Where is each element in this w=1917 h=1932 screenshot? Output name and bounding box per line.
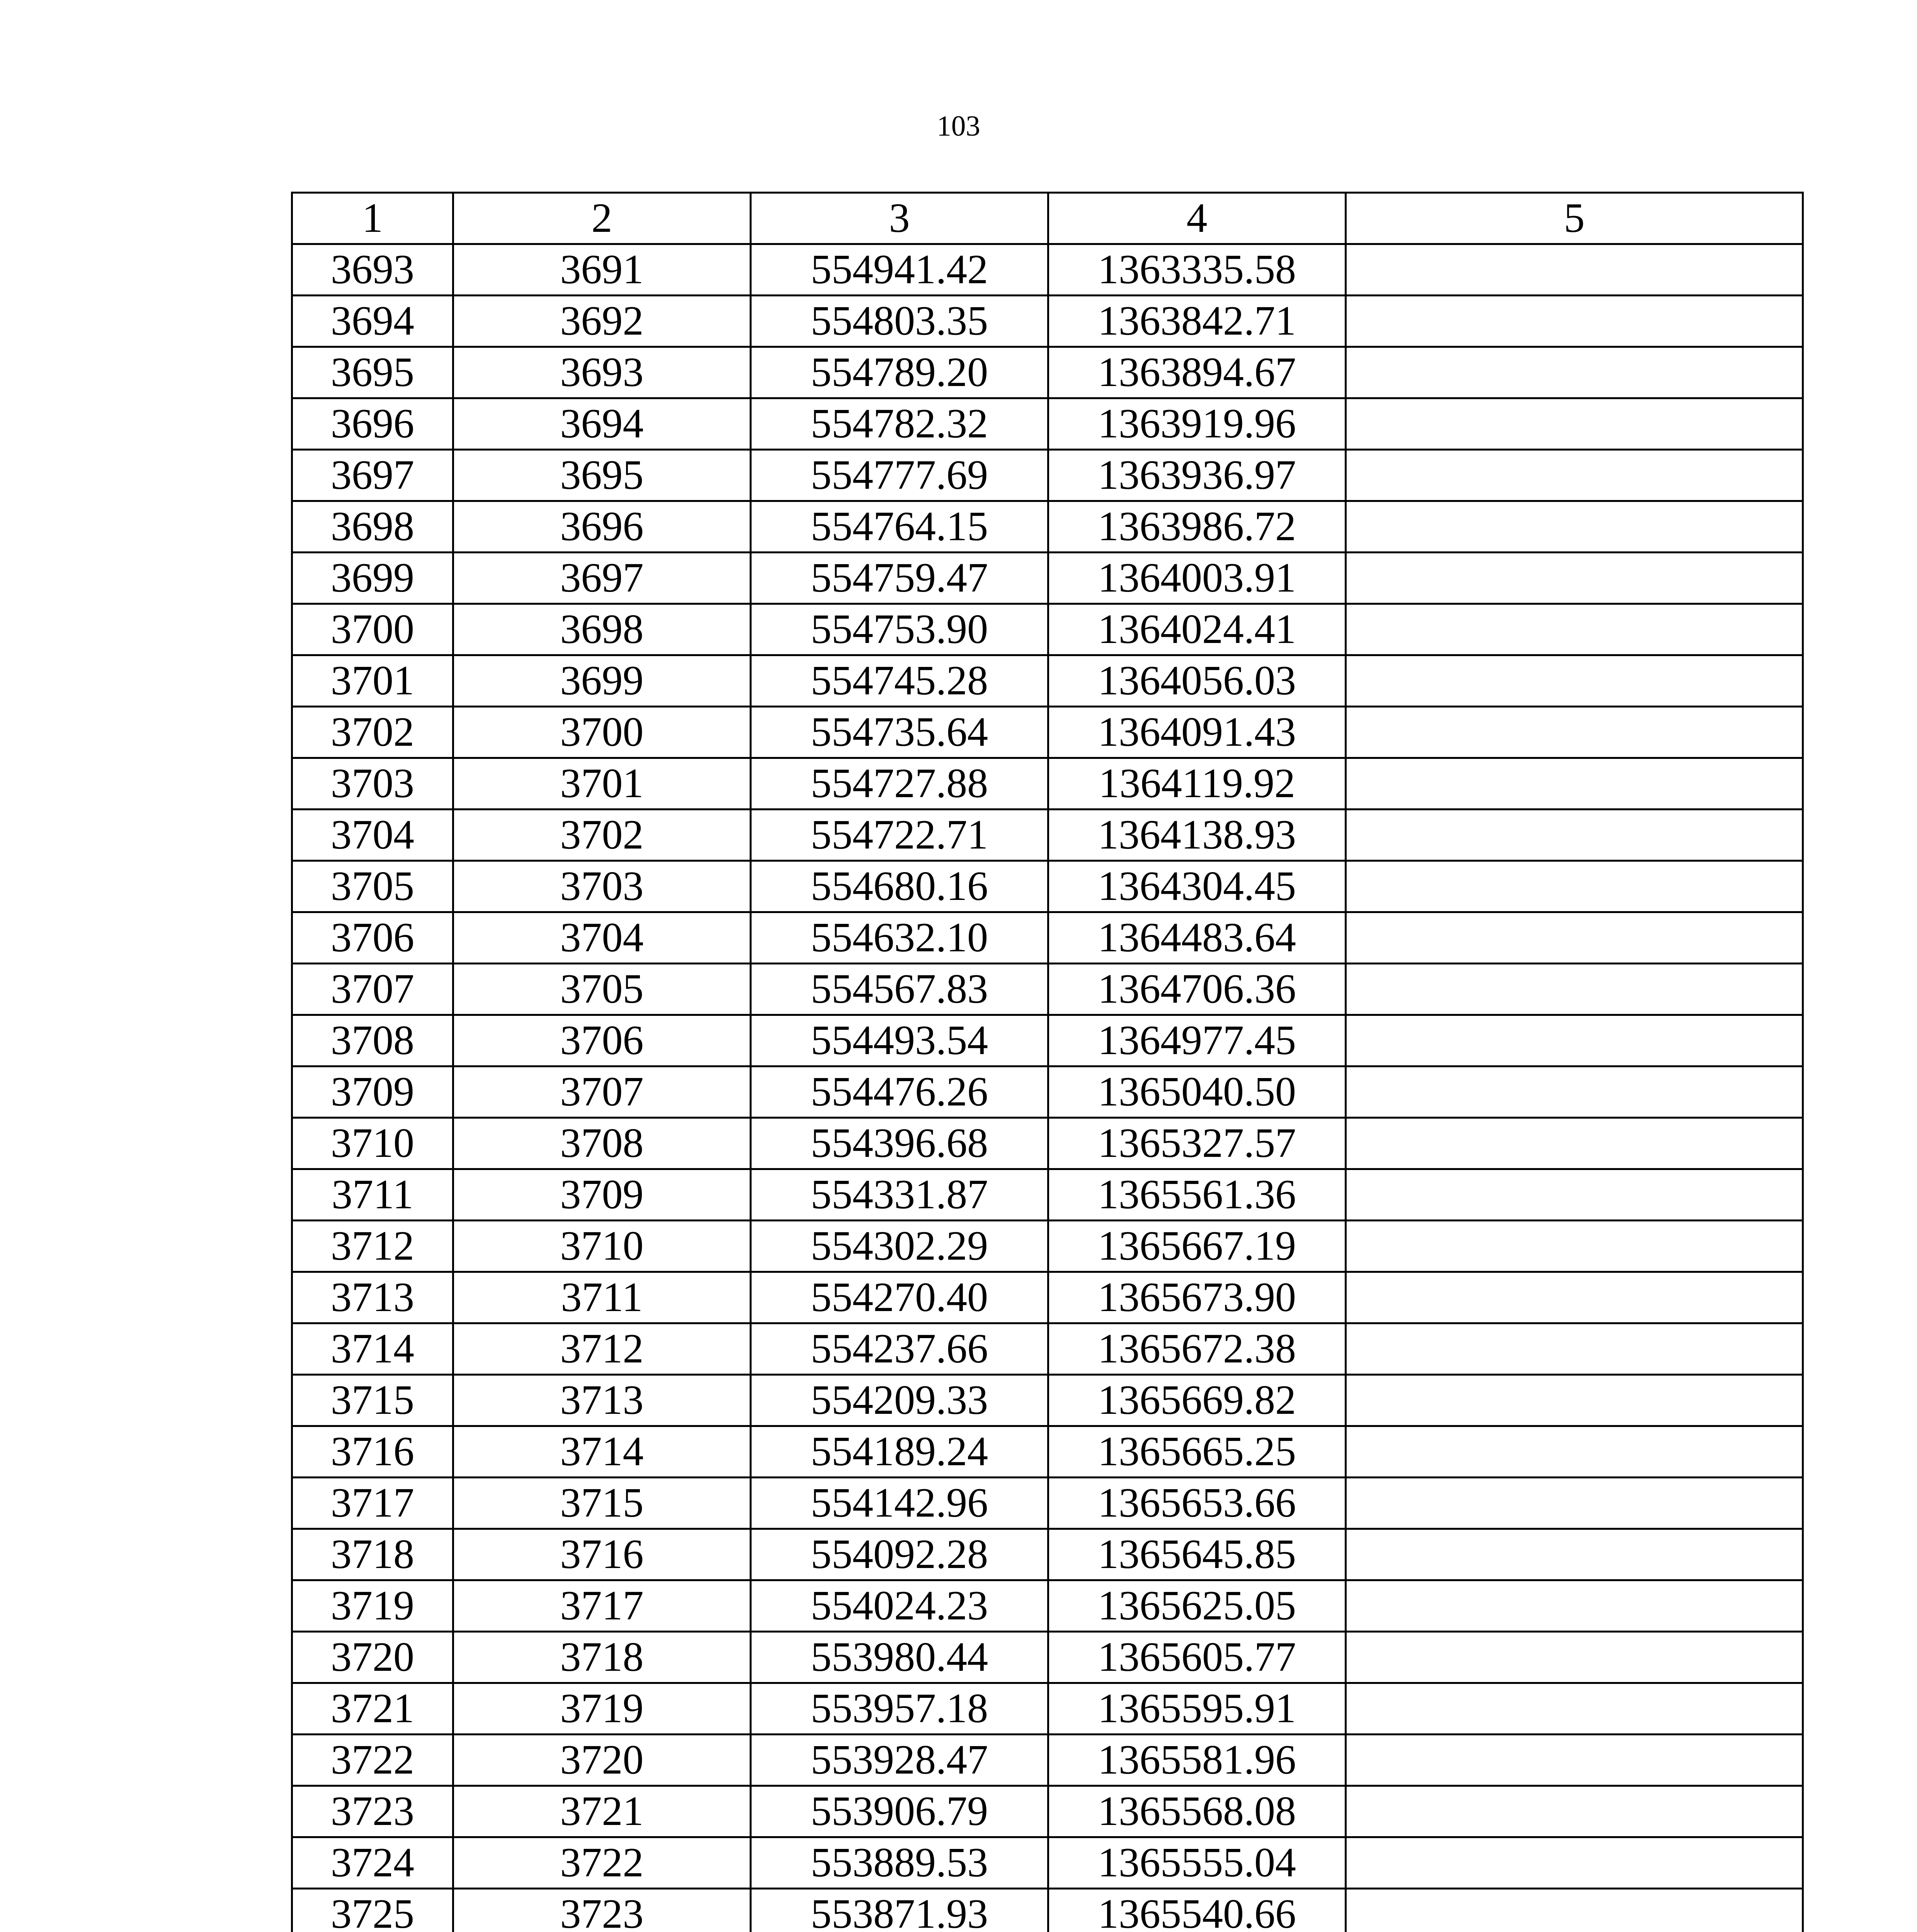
table-row bbox=[292, 1426, 1803, 1478]
coordinates-table bbox=[291, 192, 1804, 1932]
y-coordinate-cell: 1365581.96 bbox=[1048, 1735, 1346, 1786]
reference-number-cell: 3706 bbox=[453, 1015, 751, 1066]
reference-number-cell: 3696 bbox=[453, 501, 751, 553]
reference-number-cell: 3695 bbox=[453, 450, 751, 501]
y-coordinate-cell: 1365673.90 bbox=[1048, 1272, 1346, 1323]
point-number-cell: 3724 bbox=[292, 1837, 453, 1889]
x-coordinate-cell: 554782.32 bbox=[751, 398, 1048, 450]
table-row bbox=[292, 1735, 1803, 1786]
point-number-cell: 3716 bbox=[292, 1426, 453, 1478]
point-number-cell: 3706 bbox=[292, 912, 453, 964]
table-row bbox=[292, 1580, 1803, 1632]
reference-number-cell: 3708 bbox=[453, 1118, 751, 1169]
reference-number-cell: 3719 bbox=[453, 1683, 751, 1735]
x-coordinate-cell: 553889.53 bbox=[751, 1837, 1048, 1889]
table-row bbox=[292, 861, 1803, 912]
y-coordinate-cell: 1365672.38 bbox=[1048, 1323, 1346, 1375]
table-row bbox=[292, 1066, 1803, 1118]
table-row bbox=[292, 553, 1803, 604]
note-cell bbox=[1346, 1529, 1803, 1580]
reference-number-cell: 3700 bbox=[453, 707, 751, 758]
note-cell bbox=[1346, 861, 1803, 912]
point-number-cell: 3696 bbox=[292, 398, 453, 450]
note-cell bbox=[1346, 1426, 1803, 1478]
table-row bbox=[292, 810, 1803, 861]
x-coordinate-cell: 554493.54 bbox=[751, 1015, 1048, 1066]
table-row bbox=[292, 296, 1803, 347]
point-number-cell: 3708 bbox=[292, 1015, 453, 1066]
table-header-row bbox=[292, 193, 1803, 244]
x-coordinate-cell: 554722.71 bbox=[751, 810, 1048, 861]
table-row bbox=[292, 1683, 1803, 1735]
reference-number-cell: 3710 bbox=[453, 1221, 751, 1272]
reference-number-cell: 3694 bbox=[453, 398, 751, 450]
point-number-cell: 3699 bbox=[292, 553, 453, 604]
x-coordinate-cell: 554092.28 bbox=[751, 1529, 1048, 1580]
reference-number-cell: 3702 bbox=[453, 810, 751, 861]
note-cell bbox=[1346, 1221, 1803, 1272]
header-cell-2: 2 bbox=[453, 193, 751, 244]
table-row bbox=[292, 707, 1803, 758]
x-coordinate-cell: 554735.64 bbox=[751, 707, 1048, 758]
y-coordinate-cell: 1363986.72 bbox=[1048, 501, 1346, 553]
point-number-cell: 3701 bbox=[292, 655, 453, 707]
note-cell bbox=[1346, 1066, 1803, 1118]
reference-number-cell: 3707 bbox=[453, 1066, 751, 1118]
note-cell bbox=[1346, 1375, 1803, 1426]
reference-number-cell: 3711 bbox=[453, 1272, 751, 1323]
y-coordinate-cell: 1364003.91 bbox=[1048, 553, 1346, 604]
reference-number-cell: 3716 bbox=[453, 1529, 751, 1580]
x-coordinate-cell: 554024.23 bbox=[751, 1580, 1048, 1632]
point-number-cell: 3714 bbox=[292, 1323, 453, 1375]
x-coordinate-cell: 554331.87 bbox=[751, 1169, 1048, 1221]
x-coordinate-cell: 554237.66 bbox=[751, 1323, 1048, 1375]
y-coordinate-cell: 1364091.43 bbox=[1048, 707, 1346, 758]
point-number-cell: 3704 bbox=[292, 810, 453, 861]
note-cell bbox=[1346, 1272, 1803, 1323]
reference-number-cell: 3713 bbox=[453, 1375, 751, 1426]
point-number-cell: 3712 bbox=[292, 1221, 453, 1272]
x-coordinate-cell: 554764.15 bbox=[751, 501, 1048, 553]
header-cell-3: 3 bbox=[751, 193, 1048, 244]
y-coordinate-cell: 1365653.66 bbox=[1048, 1478, 1346, 1529]
page-number: 103 bbox=[937, 110, 980, 142]
point-number-cell: 3719 bbox=[292, 1580, 453, 1632]
y-coordinate-cell: 1363335.58 bbox=[1048, 244, 1346, 296]
reference-number-cell: 3697 bbox=[453, 553, 751, 604]
x-coordinate-cell: 553928.47 bbox=[751, 1735, 1048, 1786]
note-cell bbox=[1346, 1169, 1803, 1221]
note-cell bbox=[1346, 1118, 1803, 1169]
table-row bbox=[292, 1786, 1803, 1837]
x-coordinate-cell: 554753.90 bbox=[751, 604, 1048, 655]
x-coordinate-cell: 554632.10 bbox=[751, 912, 1048, 964]
point-number-cell: 3693 bbox=[292, 244, 453, 296]
point-number-cell: 3695 bbox=[292, 347, 453, 398]
x-coordinate-cell: 554302.29 bbox=[751, 1221, 1048, 1272]
y-coordinate-cell: 1365605.77 bbox=[1048, 1632, 1346, 1683]
note-cell bbox=[1346, 501, 1803, 553]
reference-number-cell: 3720 bbox=[453, 1735, 751, 1786]
y-coordinate-cell: 1363919.96 bbox=[1048, 398, 1346, 450]
x-coordinate-cell: 554680.16 bbox=[751, 861, 1048, 912]
y-coordinate-cell: 1365540.66 bbox=[1048, 1889, 1346, 1932]
x-coordinate-cell: 554476.26 bbox=[751, 1066, 1048, 1118]
reference-number-cell: 3703 bbox=[453, 861, 751, 912]
point-number-cell: 3702 bbox=[292, 707, 453, 758]
reference-number-cell: 3717 bbox=[453, 1580, 751, 1632]
point-number-cell: 3717 bbox=[292, 1478, 453, 1529]
point-number-cell: 3720 bbox=[292, 1632, 453, 1683]
note-cell bbox=[1346, 604, 1803, 655]
note-cell bbox=[1346, 964, 1803, 1015]
reference-number-cell: 3709 bbox=[453, 1169, 751, 1221]
reference-number-cell: 3723 bbox=[453, 1889, 751, 1932]
y-coordinate-cell: 1365561.36 bbox=[1048, 1169, 1346, 1221]
point-number-cell: 3722 bbox=[292, 1735, 453, 1786]
note-cell bbox=[1346, 1889, 1803, 1932]
reference-number-cell: 3712 bbox=[453, 1323, 751, 1375]
y-coordinate-cell: 1364056.03 bbox=[1048, 655, 1346, 707]
reference-number-cell: 3714 bbox=[453, 1426, 751, 1478]
y-coordinate-cell: 1365669.82 bbox=[1048, 1375, 1346, 1426]
header-cell-4: 4 bbox=[1048, 193, 1346, 244]
table-row bbox=[292, 964, 1803, 1015]
x-coordinate-cell: 554567.83 bbox=[751, 964, 1048, 1015]
y-coordinate-cell: 1364706.36 bbox=[1048, 964, 1346, 1015]
table-row bbox=[292, 501, 1803, 553]
reference-number-cell: 3721 bbox=[453, 1786, 751, 1837]
x-coordinate-cell: 554142.96 bbox=[751, 1478, 1048, 1529]
y-coordinate-cell: 1363894.67 bbox=[1048, 347, 1346, 398]
table-row bbox=[292, 1889, 1803, 1932]
reference-number-cell: 3699 bbox=[453, 655, 751, 707]
table-row bbox=[292, 604, 1803, 655]
x-coordinate-cell: 554209.33 bbox=[751, 1375, 1048, 1426]
x-coordinate-cell: 554941.42 bbox=[751, 244, 1048, 296]
note-cell bbox=[1346, 655, 1803, 707]
note-cell bbox=[1346, 244, 1803, 296]
y-coordinate-cell: 1365040.50 bbox=[1048, 1066, 1346, 1118]
x-coordinate-cell: 553871.93 bbox=[751, 1889, 1048, 1932]
reference-number-cell: 3691 bbox=[453, 244, 751, 296]
x-coordinate-cell: 553906.79 bbox=[751, 1786, 1048, 1837]
note-cell bbox=[1346, 1478, 1803, 1529]
y-coordinate-cell: 1364119.92 bbox=[1048, 758, 1346, 810]
table-row bbox=[292, 758, 1803, 810]
point-number-cell: 3713 bbox=[292, 1272, 453, 1323]
x-coordinate-cell: 554759.47 bbox=[751, 553, 1048, 604]
note-cell bbox=[1346, 707, 1803, 758]
note-cell bbox=[1346, 1632, 1803, 1683]
reference-number-cell: 3722 bbox=[453, 1837, 751, 1889]
note-cell bbox=[1346, 1837, 1803, 1889]
note-cell bbox=[1346, 1323, 1803, 1375]
y-coordinate-cell: 1364138.93 bbox=[1048, 810, 1346, 861]
note-cell bbox=[1346, 1015, 1803, 1066]
x-coordinate-cell: 554745.28 bbox=[751, 655, 1048, 707]
y-coordinate-cell: 1365555.04 bbox=[1048, 1837, 1346, 1889]
y-coordinate-cell: 1365327.57 bbox=[1048, 1118, 1346, 1169]
y-coordinate-cell: 1365665.25 bbox=[1048, 1426, 1346, 1478]
x-coordinate-cell: 554727.88 bbox=[751, 758, 1048, 810]
table-row bbox=[292, 398, 1803, 450]
x-coordinate-cell: 554396.68 bbox=[751, 1118, 1048, 1169]
reference-number-cell: 3715 bbox=[453, 1478, 751, 1529]
y-coordinate-cell: 1364024.41 bbox=[1048, 604, 1346, 655]
note-cell bbox=[1346, 1683, 1803, 1735]
point-number-cell: 3711 bbox=[292, 1169, 453, 1221]
point-number-cell: 3707 bbox=[292, 964, 453, 1015]
y-coordinate-cell: 1365645.85 bbox=[1048, 1529, 1346, 1580]
y-coordinate-cell: 1363842.71 bbox=[1048, 296, 1346, 347]
table-body bbox=[292, 244, 1803, 1932]
table-row bbox=[292, 655, 1803, 707]
point-number-cell: 3709 bbox=[292, 1066, 453, 1118]
x-coordinate-cell: 553980.44 bbox=[751, 1632, 1048, 1683]
y-coordinate-cell: 1363936.97 bbox=[1048, 450, 1346, 501]
point-number-cell: 3705 bbox=[292, 861, 453, 912]
table-row bbox=[292, 1272, 1803, 1323]
table-row bbox=[292, 1118, 1803, 1169]
reference-number-cell: 3705 bbox=[453, 964, 751, 1015]
table-row bbox=[292, 1323, 1803, 1375]
table-row bbox=[292, 1529, 1803, 1580]
point-number-cell: 3698 bbox=[292, 501, 453, 553]
note-cell bbox=[1346, 1735, 1803, 1786]
x-coordinate-cell: 554189.24 bbox=[751, 1426, 1048, 1478]
note-cell bbox=[1346, 450, 1803, 501]
y-coordinate-cell: 1365595.91 bbox=[1048, 1683, 1346, 1735]
point-number-cell: 3718 bbox=[292, 1529, 453, 1580]
table-row bbox=[292, 347, 1803, 398]
header-cell-1: 1 bbox=[292, 193, 453, 244]
header-cell-5: 5 bbox=[1346, 193, 1803, 244]
table-row bbox=[292, 1478, 1803, 1529]
point-number-cell: 3725 bbox=[292, 1889, 453, 1932]
note-cell bbox=[1346, 398, 1803, 450]
y-coordinate-cell: 1365625.05 bbox=[1048, 1580, 1346, 1632]
y-coordinate-cell: 1364304.45 bbox=[1048, 861, 1346, 912]
point-number-cell: 3715 bbox=[292, 1375, 453, 1426]
point-number-cell: 3697 bbox=[292, 450, 453, 501]
note-cell bbox=[1346, 1580, 1803, 1632]
point-number-cell: 3721 bbox=[292, 1683, 453, 1735]
table-row bbox=[292, 244, 1803, 296]
x-coordinate-cell: 554270.40 bbox=[751, 1272, 1048, 1323]
reference-number-cell: 3698 bbox=[453, 604, 751, 655]
table-row bbox=[292, 1169, 1803, 1221]
reference-number-cell: 3704 bbox=[453, 912, 751, 964]
point-number-cell: 3710 bbox=[292, 1118, 453, 1169]
reference-number-cell: 3693 bbox=[453, 347, 751, 398]
note-cell bbox=[1346, 758, 1803, 810]
table-row bbox=[292, 450, 1803, 501]
note-cell bbox=[1346, 912, 1803, 964]
reference-number-cell: 3701 bbox=[453, 758, 751, 810]
note-cell bbox=[1346, 296, 1803, 347]
y-coordinate-cell: 1364483.64 bbox=[1048, 912, 1346, 964]
note-cell bbox=[1346, 553, 1803, 604]
point-number-cell: 3703 bbox=[292, 758, 453, 810]
reference-number-cell: 3718 bbox=[453, 1632, 751, 1683]
x-coordinate-cell: 554803.35 bbox=[751, 296, 1048, 347]
x-coordinate-cell: 554789.20 bbox=[751, 347, 1048, 398]
point-number-cell: 3700 bbox=[292, 604, 453, 655]
table-row bbox=[292, 1015, 1803, 1066]
x-coordinate-cell: 553957.18 bbox=[751, 1683, 1048, 1735]
note-cell bbox=[1346, 1786, 1803, 1837]
note-cell bbox=[1346, 810, 1803, 861]
table-row bbox=[292, 1375, 1803, 1426]
x-coordinate-cell: 554777.69 bbox=[751, 450, 1048, 501]
point-number-cell: 3694 bbox=[292, 296, 453, 347]
table-row bbox=[292, 1837, 1803, 1889]
table-row bbox=[292, 912, 1803, 964]
reference-number-cell: 3692 bbox=[453, 296, 751, 347]
table-row bbox=[292, 1221, 1803, 1272]
y-coordinate-cell: 1365568.08 bbox=[1048, 1786, 1346, 1837]
point-number-cell: 3723 bbox=[292, 1786, 453, 1837]
table-row bbox=[292, 1632, 1803, 1683]
note-cell bbox=[1346, 347, 1803, 398]
y-coordinate-cell: 1364977.45 bbox=[1048, 1015, 1346, 1066]
y-coordinate-cell: 1365667.19 bbox=[1048, 1221, 1346, 1272]
